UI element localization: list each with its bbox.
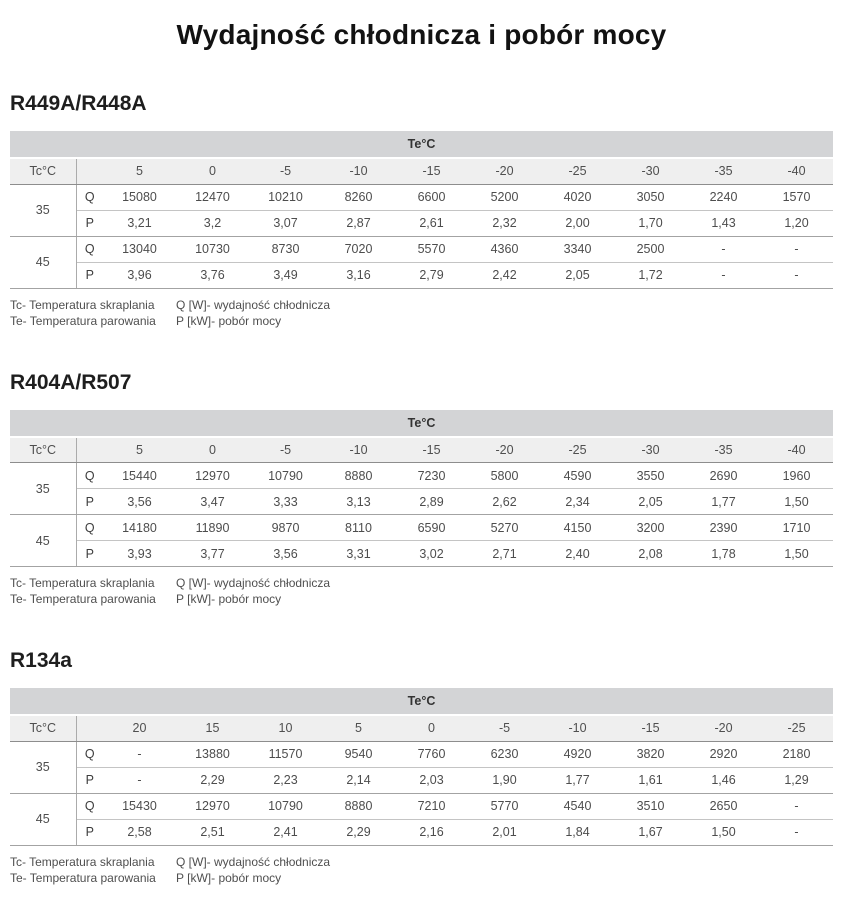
q-value: 4590 [541, 463, 614, 489]
p-row-label: P [76, 541, 103, 567]
refrigerant-section [10, 649, 833, 886]
te-column-header: 0 [176, 437, 249, 463]
p-value: 1,29 [760, 767, 833, 793]
p-value: 3,07 [249, 210, 322, 236]
p-value: 1,50 [760, 541, 833, 567]
legend [10, 575, 833, 607]
legend-p-note: P [kW]- pobór mocy [176, 592, 282, 606]
q-value: 5200 [468, 184, 541, 210]
te-column-header: -20 [687, 715, 760, 741]
q-value: 3550 [614, 463, 687, 489]
q-value: 14180 [103, 515, 176, 541]
q-value: 15430 [103, 793, 176, 819]
p-value: 3,76 [176, 262, 249, 288]
te-column-header: 20 [103, 715, 176, 741]
p-value: 1,50 [687, 819, 760, 845]
p-value: 3,33 [249, 489, 322, 515]
section-heading: R449A/R448A [10, 92, 147, 115]
p-value: 1,90 [468, 767, 541, 793]
p-value: 2,03 [395, 767, 468, 793]
sections-root [10, 92, 833, 886]
p-row-label: P [76, 210, 103, 236]
p-row-label: P [76, 767, 103, 793]
p-value: 2,34 [541, 489, 614, 515]
q-value: 5800 [468, 463, 541, 489]
p-value: - [687, 262, 760, 288]
p-value: 1,20 [760, 210, 833, 236]
q-value: 2500 [614, 236, 687, 262]
p-value: 2,71 [468, 541, 541, 567]
p-value: 3,02 [395, 541, 468, 567]
te-column-header: -15 [614, 715, 687, 741]
q-value: 3820 [614, 741, 687, 767]
tc-header-label: Tc°C [10, 437, 76, 463]
q-value: - [760, 793, 833, 819]
q-value: 4150 [541, 515, 614, 541]
p-value: 2,01 [468, 819, 541, 845]
q-value: 1960 [760, 463, 833, 489]
te-header-label: Te°C [10, 688, 833, 715]
legend [10, 854, 833, 886]
p-value: 3,13 [322, 489, 395, 515]
q-value: - [687, 236, 760, 262]
te-column-header: 0 [395, 715, 468, 741]
q-value: 10730 [176, 236, 249, 262]
te-header-row [10, 688, 833, 715]
te-column-header: -10 [322, 437, 395, 463]
te-column-header: -20 [468, 437, 541, 463]
te-column-header: -20 [468, 158, 541, 184]
legend-q-note: Q [W]- wydajność chłodnicza [176, 297, 331, 312]
q-value: 13880 [176, 741, 249, 767]
q-value: 13040 [103, 236, 176, 262]
p-value: 2,08 [614, 541, 687, 567]
q-row-label: Q [76, 515, 103, 541]
capacity-row [10, 515, 833, 541]
p-value: 1,77 [687, 489, 760, 515]
te-column-header: -25 [541, 158, 614, 184]
q-value: 5770 [468, 793, 541, 819]
section-heading: R404A/R507 [10, 370, 132, 394]
legend-te-note: Te- Temperatura parowania [10, 592, 156, 606]
legend-tc-note: Tc- Temperatura skraplania [10, 854, 155, 869]
q-row-label: Q [76, 793, 103, 819]
p-value: 2,05 [614, 489, 687, 515]
p-value: 3,2 [176, 210, 249, 236]
q-value: 11890 [176, 515, 249, 541]
q-value: 7230 [395, 463, 468, 489]
power-row [10, 819, 833, 845]
legend [10, 297, 833, 329]
section-heading: R134a [10, 649, 72, 672]
te-column-header: -35 [687, 158, 760, 184]
p-value: 3,31 [322, 541, 395, 567]
legend-te-note: Te- Temperatura parowania [10, 313, 156, 328]
p-value: 1,67 [614, 819, 687, 845]
p-value: - [760, 819, 833, 845]
p-row-label: P [76, 489, 103, 515]
te-column-header: -35 [687, 437, 760, 463]
capacity-row [10, 184, 833, 210]
te-column-header: -5 [249, 158, 322, 184]
p-value: 2,32 [468, 210, 541, 236]
p-value: 2,14 [322, 767, 395, 793]
q-value: 5570 [395, 236, 468, 262]
q-value: 8880 [322, 793, 395, 819]
refrigerant-section [10, 92, 833, 329]
q-value: - [760, 236, 833, 262]
q-value: 5270 [468, 515, 541, 541]
q-row-label: Q [76, 463, 103, 489]
capacity-table [10, 131, 833, 289]
q-row-label: Q [76, 236, 103, 262]
te-column-header: -30 [614, 158, 687, 184]
legend-tc-note: Tc- Temperatura skraplania [10, 576, 155, 590]
p-value: 1,61 [614, 767, 687, 793]
legend-te-note: Te- Temperatura parowania [10, 870, 156, 885]
q-value: 9540 [322, 741, 395, 767]
p-value: 3,77 [176, 541, 249, 567]
column-header-row [10, 158, 833, 184]
te-column-header: -30 [614, 437, 687, 463]
p-value: 2,42 [468, 262, 541, 288]
p-value: 2,58 [103, 819, 176, 845]
te-column-header: 5 [322, 715, 395, 741]
q-value: 8260 [322, 184, 395, 210]
p-value: 2,00 [541, 210, 614, 236]
q-value: 3200 [614, 515, 687, 541]
qp-header-spacer [76, 437, 103, 463]
te-header-row [10, 131, 833, 158]
tc-value: 45 [10, 236, 76, 288]
te-column-header: -5 [249, 437, 322, 463]
p-value: - [760, 262, 833, 288]
q-value: 3340 [541, 236, 614, 262]
p-value: 2,29 [322, 819, 395, 845]
te-column-header: 0 [176, 158, 249, 184]
tc-value: 35 [10, 184, 76, 236]
p-value: 2,41 [249, 819, 322, 845]
q-value: 12470 [176, 184, 249, 210]
q-value: 10210 [249, 184, 322, 210]
capacity-row [10, 463, 833, 489]
te-column-header: -40 [760, 437, 833, 463]
q-value: 2650 [687, 793, 760, 819]
p-value: 2,16 [395, 819, 468, 845]
qp-header-spacer [76, 158, 103, 184]
p-value: 2,23 [249, 767, 322, 793]
tc-value: 45 [10, 793, 76, 845]
p-value: 2,40 [541, 541, 614, 567]
q-value: 12970 [176, 463, 249, 489]
power-row [10, 210, 833, 236]
q-value: 4920 [541, 741, 614, 767]
p-row-label: P [76, 819, 103, 845]
p-value: 1,78 [687, 541, 760, 567]
p-value: 2,79 [395, 262, 468, 288]
te-column-header: -5 [468, 715, 541, 741]
q-value: 4540 [541, 793, 614, 819]
te-column-header: -25 [541, 437, 614, 463]
p-value: 1,77 [541, 767, 614, 793]
te-header-label: Te°C [10, 410, 833, 437]
p-value: 2,61 [395, 210, 468, 236]
p-value: 3,16 [322, 262, 395, 288]
tc-value: 45 [10, 515, 76, 567]
q-value: 7760 [395, 741, 468, 767]
legend-p-note: P [kW]- pobór mocy [176, 313, 282, 328]
q-value: 8110 [322, 515, 395, 541]
power-row [10, 767, 833, 793]
q-value: 8880 [322, 463, 395, 489]
p-value: 2,05 [541, 262, 614, 288]
p-value: 2,87 [322, 210, 395, 236]
p-row-label: P [76, 262, 103, 288]
te-column-header: -25 [760, 715, 833, 741]
q-value: 6590 [395, 515, 468, 541]
q-value: 7210 [395, 793, 468, 819]
power-row [10, 262, 833, 288]
te-column-header: -15 [395, 158, 468, 184]
legend-q-note: Q [W]- wydajność chłodnicza [176, 576, 331, 590]
capacity-row [10, 236, 833, 262]
q-value: 8730 [249, 236, 322, 262]
q-value: 10790 [249, 793, 322, 819]
column-header-row [10, 437, 833, 463]
q-value: 1570 [760, 184, 833, 210]
p-value: 3,49 [249, 262, 322, 288]
q-value: 11570 [249, 741, 322, 767]
capacity-row [10, 741, 833, 767]
p-value: 3,56 [249, 541, 322, 567]
p-value: 1,84 [541, 819, 614, 845]
legend-p-note: P [kW]- pobór mocy [176, 870, 282, 885]
q-value: 2920 [687, 741, 760, 767]
p-value: 2,62 [468, 489, 541, 515]
q-value: 7020 [322, 236, 395, 262]
p-value: 1,70 [614, 210, 687, 236]
tc-value: 35 [10, 741, 76, 793]
p-value: 3,56 [103, 489, 176, 515]
column-header-row [10, 715, 833, 741]
q-row-label: Q [76, 184, 103, 210]
q-value: 6600 [395, 184, 468, 210]
te-column-header: -10 [322, 158, 395, 184]
page-title: Wydajność chłodnicza i pobór mocy [176, 19, 667, 50]
q-value: 4020 [541, 184, 614, 210]
q-value: 2390 [687, 515, 760, 541]
q-value: 15440 [103, 463, 176, 489]
p-value: 3,21 [103, 210, 176, 236]
te-column-header: -10 [541, 715, 614, 741]
q-value: 1710 [760, 515, 833, 541]
p-value: 1,72 [614, 262, 687, 288]
p-value: 3,96 [103, 262, 176, 288]
p-value: 1,43 [687, 210, 760, 236]
p-value: 3,93 [103, 541, 176, 567]
te-header-row [10, 410, 833, 437]
p-value: 1,46 [687, 767, 760, 793]
q-value: 3510 [614, 793, 687, 819]
te-column-header: -15 [395, 437, 468, 463]
te-column-header: 5 [103, 437, 176, 463]
capacity-row [10, 793, 833, 819]
q-value: 2240 [687, 184, 760, 210]
q-value: 4360 [468, 236, 541, 262]
tc-value: 35 [10, 463, 76, 515]
te-column-header: 15 [176, 715, 249, 741]
capacity-table [10, 410, 833, 568]
q-value: 2180 [760, 741, 833, 767]
capacity-table [10, 688, 833, 846]
p-value: 3,47 [176, 489, 249, 515]
power-row [10, 541, 833, 567]
te-column-header: 10 [249, 715, 322, 741]
p-value: - [103, 767, 176, 793]
legend-q-note: Q [W]- wydajność chłodnicza [176, 854, 331, 869]
q-value: 15080 [103, 184, 176, 210]
q-value: 9870 [249, 515, 322, 541]
te-header-label: Te°C [10, 131, 833, 158]
q-value: 3050 [614, 184, 687, 210]
p-value: 2,29 [176, 767, 249, 793]
legend-tc-note: Tc- Temperatura skraplania [10, 297, 155, 312]
power-row [10, 489, 833, 515]
refrigerant-section [10, 371, 833, 608]
q-value: - [103, 741, 176, 767]
q-row-label: Q [76, 741, 103, 767]
te-column-header: 5 [103, 158, 176, 184]
tc-header-label: Tc°C [10, 158, 76, 184]
p-value: 2,89 [395, 489, 468, 515]
q-value: 12970 [176, 793, 249, 819]
tc-header-label: Tc°C [10, 715, 76, 741]
q-value: 2690 [687, 463, 760, 489]
p-value: 1,50 [760, 489, 833, 515]
q-value: 6230 [468, 741, 541, 767]
te-column-header: -40 [760, 158, 833, 184]
q-value: 10790 [249, 463, 322, 489]
p-value: 2,51 [176, 819, 249, 845]
qp-header-spacer [76, 715, 103, 741]
